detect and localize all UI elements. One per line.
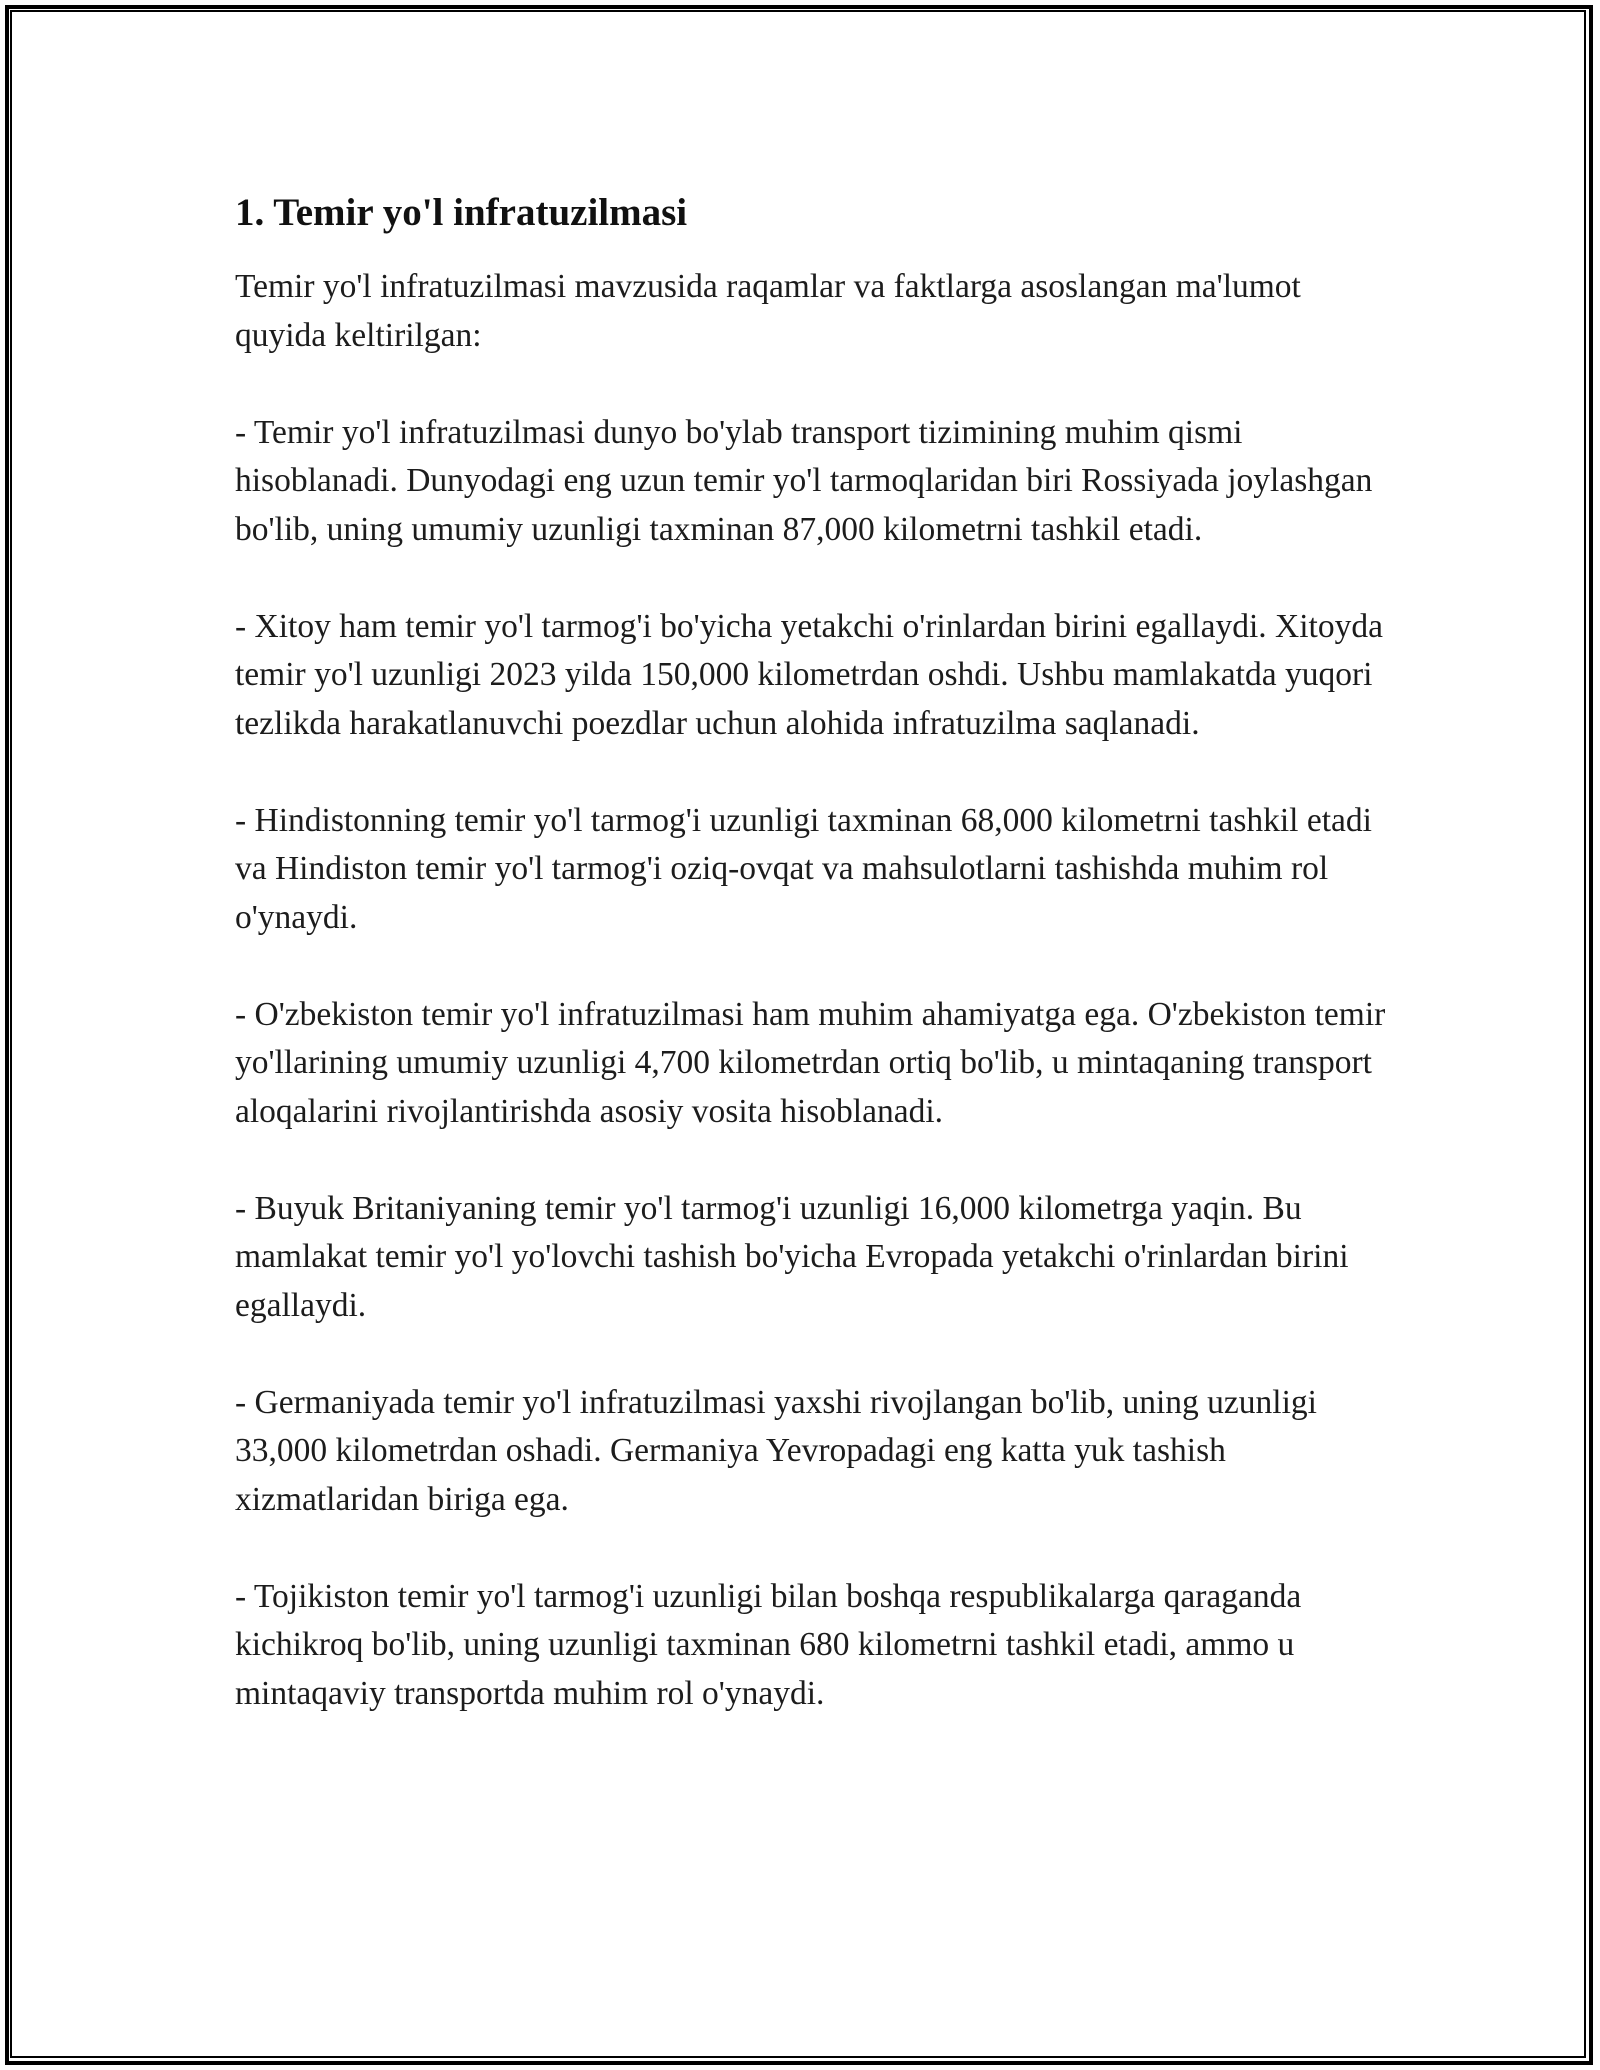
- paragraph-germany: - Germaniyada temir yo'l infratuzilmasi yaxshi rivojlangan bo'lib, uning uzunligi 33,000 kilometrdan oshadi. Germaniya Yevropadagi eng katta yuk tashish xizmatlaridan biriga ega.: [235, 1383, 1317, 1518]
- paragraph-tajikistan: - Tojikiston temir yo'l tarmog'i uzunligi bilan boshqa respublikalarga qaraganda kichikroq bo'lib, uning uzunligi taxminan 680 kilometrni tashkil etadi, ammo u mintaqaviy transportda muhim rol o'ynaydi.: [235, 1577, 1302, 1712]
- paragraph-uk: - Buyuk Britaniyaning temir yo'l tarmog'i uzunligi 16,000 kilometrga yaqin. Bu mamlakat temir yo'l yo'lovchi tashish bo'yicha Evropada yetakchi o'rinlardan birini egallaydi.: [235, 1189, 1349, 1324]
- paragraph-china: - Xitoy ham temir yo'l tarmog'i bo'yicha yetakchi o'rinlardan birini egallaydi. Xitoyda temir yo'l uzunligi 2023 yilda 150,000 kilometrdan oshdi. Ushbu mamlakatda yuqori tezlikda harakatlanuvchi poezdlar uchun alohida infratuzilma saqlanadi.: [235, 607, 1383, 742]
- section-heading: 1. Temir yo'l infratuzilmasi: [235, 191, 688, 234]
- document-body: [235, 185, 1395, 1767]
- paragraph-uzbekistan: - O'zbekiston temir yo'l infratuzilmasi ham muhim ahamiyatga ega. O'zbekiston temir yo'llarining umumiy uzunligi 4,700 kilometrdan ortiq bo'lib, u mintaqaning transport aloqalarini rivojlantirishda asosiy vosita hisoblanadi.: [235, 995, 1386, 1130]
- paragraph-india: - Hindistonning temir yo'l tarmog'i uzunligi taxminan 68,000 kilometrni tashkil etadi va Hindiston temir yo'l tarmog'i oziq-ovqat va mahsulotlarni tashishda muhim rol o'ynaydi.: [235, 801, 1372, 936]
- intro-paragraph: Temir yo'l infratuzilmasi mavzusida raqamlar va faktlarga asoslangan ma'lumot quyida keltirilgan:: [235, 268, 1301, 354]
- paragraph-russia: - Temir yo'l infratuzilmasi dunyo bo'ylab transport tizimining muhim qismi hisoblanadi. Dunyodagi eng uzun temir yo'l tarmoqlaridan biri Rossiyada joylashgan bo'lib, uning umumiy uzunligi taxminan 87,000 kilometrni tashkil etadi.: [235, 413, 1373, 548]
